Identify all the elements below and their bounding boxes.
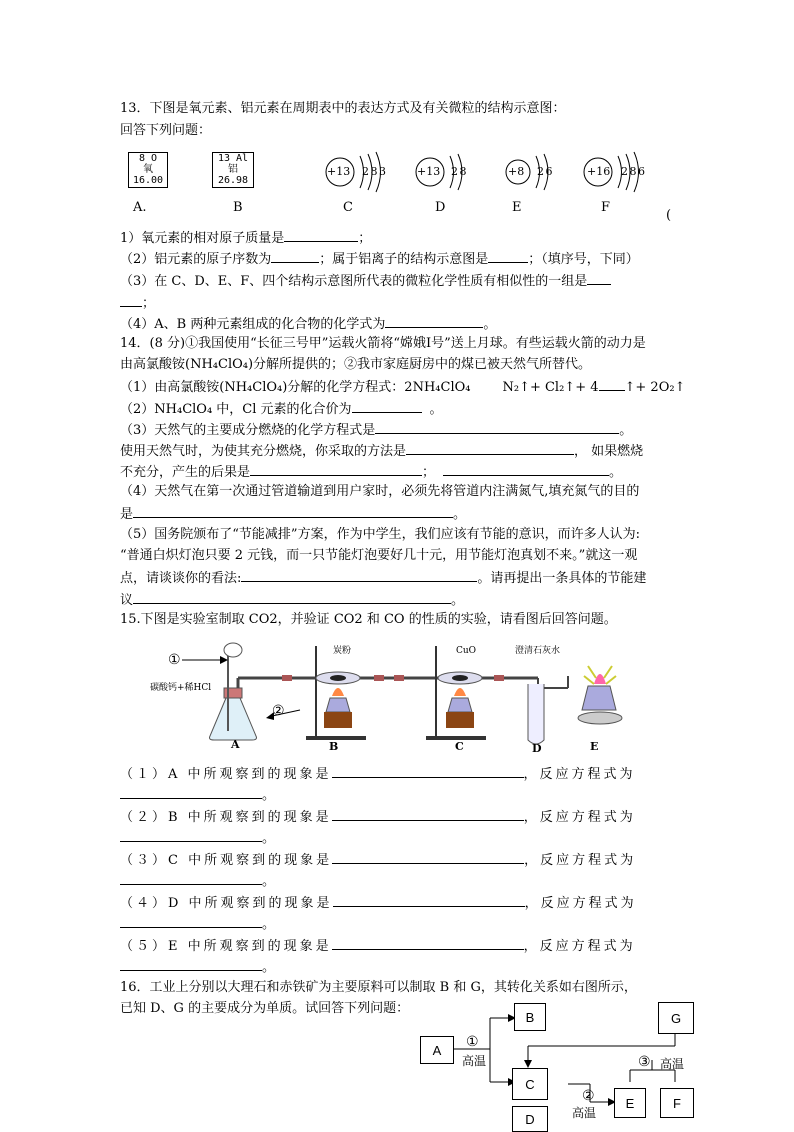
answer-blank[interactable]	[120, 958, 262, 971]
answer-blank[interactable]	[443, 463, 609, 476]
apparatus-label-a: A	[231, 738, 240, 751]
q15-item5: （５）E 中所观察到的现象是 ，反应方程式为	[120, 939, 636, 954]
q14-sub5-quote: “普通白炽灯泡只要 2 元钱，而一只节能灯泡要好几十元，用节能灯泡真划不来。”就这一观	[120, 548, 638, 563]
q14-intro-1: 14．(8 分)①我国使用“长征三号甲”运载火箭将“嫦娥Ⅰ号”送上月球。有些运载火箭的动力是	[120, 336, 646, 351]
label-a: A.	[133, 200, 147, 215]
node-g: G	[658, 1002, 694, 1034]
q14-sub5: （5）国务院颁布了“节能减排”方案，作为中学生，我们应该有节能的意识，而许多人认为:	[120, 527, 640, 542]
reagent-label: 碳酸钙+稀HCl	[150, 683, 212, 693]
q13-line1: 1）氧元素的相对原子质量是 ；	[120, 231, 372, 246]
q14-intro-2: 由高氯酸铵(NH₄ClO₄)分解所提供的；②我市家庭厨房中的煤已被天然气所替代。	[120, 357, 592, 372]
label-f: F	[601, 200, 611, 215]
answer-blank[interactable]	[120, 872, 262, 885]
apparatus-label-c: C	[455, 740, 464, 753]
q13-line2: （2）铝元素的原子序数为 ；属于铝离子的结构示意图是 ；（填序号，下同）	[120, 252, 639, 267]
limewater-label: 澄清石灰水	[515, 646, 561, 656]
q14-sub5-suggestion: 议 。	[120, 593, 465, 608]
cuo-label: CuO	[456, 646, 477, 656]
q15-item3: （３）C 中所观察到的现象是 ，反应方程式为	[120, 853, 637, 868]
flask-a	[210, 643, 257, 740]
atom-d-shells: 2 8	[451, 165, 466, 178]
q14-sub5-opinion: 点，请谈谈你的看法: 。请再提出一条具体的节能建	[120, 571, 647, 586]
node-a: A	[420, 1036, 454, 1064]
apparatus-label-b: B	[329, 740, 339, 753]
step-2-label: ②	[582, 1088, 595, 1104]
answer-blank[interactable]	[133, 505, 453, 518]
answer-blank[interactable]	[120, 786, 262, 799]
answer-blank[interactable]	[385, 315, 483, 328]
q13-line4: （4）A、B 两种元素组成的化合物的化学式为 。	[120, 317, 497, 332]
stray-paren: (	[666, 208, 672, 223]
apparatus-label-e: E	[590, 740, 599, 753]
answer-blank[interactable]	[250, 463, 422, 476]
step-3-label: ③	[638, 1054, 651, 1070]
q15-item4: （４）D 中所观察到的现象是 ，反应方程式为	[120, 896, 637, 911]
q13-line3-cont: ；	[120, 294, 155, 312]
test-tube-d	[528, 676, 568, 744]
step-2-condition: 高温	[572, 1106, 597, 1120]
answer-blank[interactable]	[406, 442, 574, 455]
q14-sub2: （2）NH₄ClO₄ 中，Cl 元素的化合价为 。	[120, 402, 443, 417]
heating-station-b	[306, 646, 366, 740]
step-1-label: ①	[466, 1034, 479, 1050]
heating-station-c	[426, 646, 486, 740]
element-name: 铝	[228, 164, 238, 175]
carbon-label: 炭粉	[333, 646, 352, 656]
q14-sub3-method: 使用天然气时，为使其充分燃烧，你采取的方法是 ， 如果燃烧	[120, 444, 644, 459]
answer-blank[interactable]	[599, 378, 625, 391]
answer-blank[interactable]	[284, 229, 358, 242]
answer-blank[interactable]	[375, 421, 619, 434]
answer-blank[interactable]	[332, 808, 524, 821]
answer-blank[interactable]	[120, 294, 142, 307]
node-b: B	[514, 1003, 546, 1031]
step-1-condition: 高温	[462, 1054, 487, 1068]
element-name: 氧	[143, 164, 153, 175]
answer-blank[interactable]	[332, 851, 524, 864]
element-number: 13 Al	[217, 153, 249, 164]
q15-item1-eq: 。	[120, 786, 275, 804]
atom-e-shells: 2 6	[537, 165, 552, 178]
q15-title: 15.下图是实验室制取 CO2，并验证 CO2 和 CO 的性质的实验，请看图后回答问题。	[120, 612, 617, 627]
element-number: 8 O	[138, 153, 158, 164]
atom-c-core: +13	[327, 165, 351, 178]
atom-f-core: +16	[587, 165, 611, 178]
q13-title: 13．下图是氧元素、铝元素在周期表中的表达方式及有关微粒的结构示意图：	[120, 101, 566, 116]
label-c: C	[343, 200, 353, 215]
q15-item5-eq: 。	[120, 958, 275, 976]
q14-sub3-consequence: 不充分，产生的后果是 ； 。	[120, 465, 623, 480]
q15-item4-eq: 。	[120, 915, 275, 933]
q14-sub1: （1）由高氯酸铵(NH₄ClO₄)分解的化学方程式：2NH₄ClO₄ N₂↑+ Cl₂↑+ 4 ↑+ 2O₂↑	[120, 380, 686, 395]
atom-c-shells: 2 8 3	[362, 165, 385, 178]
element-card-oxygen	[128, 152, 168, 188]
q15-item2-eq: 。	[120, 829, 275, 847]
apparatus-label-d: D	[532, 742, 542, 755]
q15-item2: （２）B 中所观察到的现象是 ，反应方程式为	[120, 810, 636, 825]
atom-f-shells: 2 8 6	[621, 165, 644, 178]
answer-blank[interactable]	[120, 915, 262, 928]
arrow-label-2: ②	[272, 703, 285, 719]
arrow-label-1: ①	[168, 652, 181, 668]
element-mass: 26.98	[217, 175, 249, 186]
q13-line3: （3）在 C、D、E、F、四个结构示意图所代表的微粒化学性质有相似性的一组是	[120, 272, 611, 290]
answer-blank[interactable]	[241, 569, 477, 582]
answer-blank[interactable]	[488, 250, 528, 263]
node-f: F	[660, 1088, 694, 1118]
answer-blank[interactable]	[120, 829, 262, 842]
node-c: C	[512, 1068, 548, 1100]
answer-blank[interactable]	[332, 765, 524, 778]
node-e: E	[614, 1088, 646, 1118]
label-e: E	[512, 200, 522, 215]
step-3-condition: 高温	[660, 1057, 685, 1071]
burner-e	[578, 666, 622, 724]
answer-blank[interactable]	[587, 272, 611, 285]
answer-blank[interactable]	[333, 894, 525, 907]
atom-d-core: +13	[417, 165, 441, 178]
label-b: B	[233, 200, 243, 215]
q16-line1: 16．工业上分别以大理石和赤铁矿为主要原料可以制取 B 和 G，其转化关系如右图所示，	[120, 980, 637, 995]
q14-sub3: （3）天然气的主要成分燃烧的化学方程式是 。	[120, 423, 633, 438]
q15-item1: （１）A 中所观察到的现象是 ，反应方程式为	[120, 767, 636, 782]
element-mass: 16.00	[132, 175, 164, 186]
answer-blank[interactable]	[133, 591, 451, 604]
q14-sub4: （4）天然气在第一次通过管道输道到用户家时，必须先将管道内注满氮气,填充氮气的目的	[120, 484, 640, 499]
node-d: D	[512, 1106, 548, 1132]
atom-e-core: +8	[508, 165, 525, 178]
answer-blank[interactable]	[352, 400, 422, 413]
q13-prompt: 回答下列问题：	[120, 123, 212, 138]
element-card-aluminum	[212, 152, 254, 188]
answer-blank[interactable]	[332, 937, 524, 950]
answer-blank[interactable]	[271, 250, 319, 263]
label-d: D	[435, 200, 446, 215]
q14-sub4-cont: 是 。	[120, 507, 467, 522]
q16-line2: 已知 D、G 的主要成分为单质。试回答下列问题：	[120, 1001, 410, 1016]
q15-item3-eq: 。	[120, 872, 275, 890]
